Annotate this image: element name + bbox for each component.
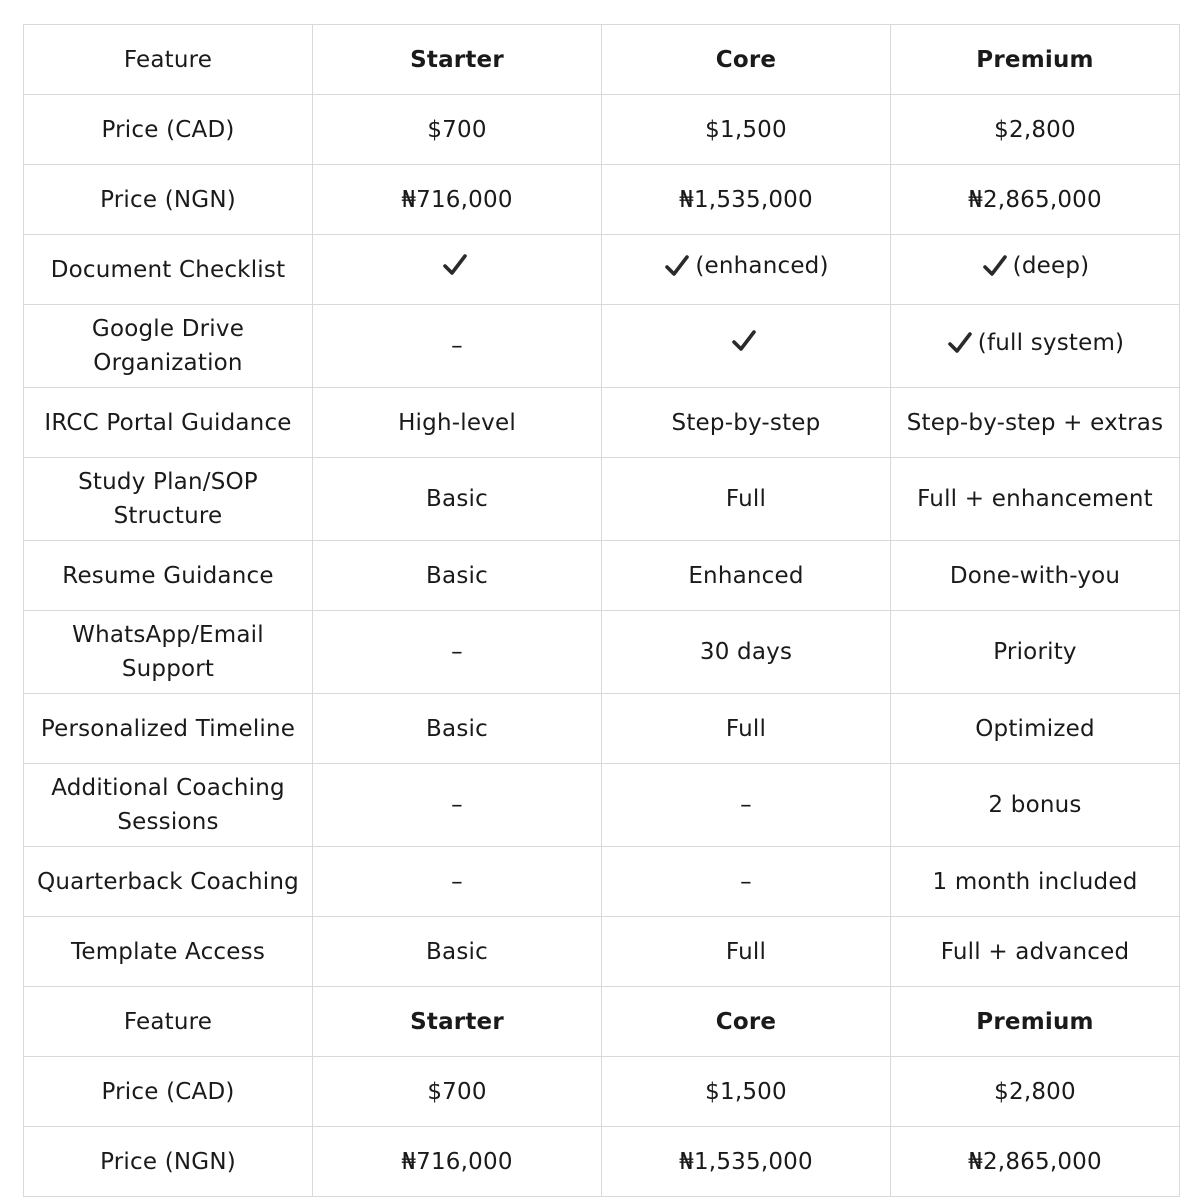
- cell-text: (deep): [1012, 253, 1090, 279]
- cell-starter: [313, 764, 602, 847]
- cell-text: Document Checklist: [50, 256, 286, 283]
- cell-premium: [891, 25, 1180, 95]
- cell-text: Step-by-step + extras: [906, 409, 1164, 436]
- cell-text: Basic: [426, 715, 488, 742]
- cell-text: $700: [427, 116, 487, 143]
- comparison-table-wrapper: [23, 24, 1180, 1197]
- cell-text: Additional Coaching Sessions: [51, 775, 285, 835]
- table-row: [24, 458, 1180, 541]
- cell-text: $1,500: [705, 1078, 787, 1105]
- cell-feature: [24, 458, 313, 541]
- table-header-row: [24, 25, 1180, 95]
- cell-text: High-level: [398, 409, 516, 436]
- table-row: [24, 694, 1180, 764]
- table-row: [24, 847, 1180, 917]
- cell-text: ₦716,000: [401, 1148, 513, 1175]
- cell-text: –: [451, 639, 463, 665]
- cell-premium: [891, 305, 1180, 388]
- cell-core: [602, 987, 891, 1057]
- cell-core: [602, 458, 891, 541]
- cell-text: 1 month included: [932, 868, 1138, 895]
- cell-text: –: [451, 333, 463, 359]
- cell-premium: [891, 611, 1180, 694]
- cell-core: [602, 917, 891, 987]
- cell-premium: [891, 987, 1180, 1057]
- cell-text: Done-with-you: [949, 562, 1121, 589]
- cell-text: ₦2,865,000: [968, 186, 1102, 213]
- cell-starter: [313, 235, 602, 305]
- cell-text: Starter: [410, 1008, 504, 1035]
- cell-feature: [24, 305, 313, 388]
- cell-premium: [891, 165, 1180, 235]
- cell-starter: [313, 917, 602, 987]
- cell-text: 30 days: [699, 639, 793, 665]
- cell-text: Priority: [993, 639, 1077, 665]
- cell-starter: [313, 611, 602, 694]
- table-row: [24, 1057, 1180, 1127]
- cell-feature: [24, 1057, 313, 1127]
- cell-starter: [313, 95, 602, 165]
- cell-starter: [313, 165, 602, 235]
- table-row: [24, 541, 1180, 611]
- cell-premium: [891, 1127, 1180, 1197]
- cell-text: Price (CAD): [101, 116, 235, 143]
- checkmark-icon: [946, 329, 974, 357]
- cell-text: ₦2,865,000: [968, 1148, 1102, 1175]
- cell-premium: [891, 458, 1180, 541]
- table-row: [24, 764, 1180, 847]
- cell-text: ₦716,000: [401, 186, 513, 213]
- cell-starter: [313, 541, 602, 611]
- cell-text: Core: [715, 1008, 777, 1035]
- cell-core: [602, 25, 891, 95]
- cell-premium: [891, 95, 1180, 165]
- check-with-label: [981, 249, 1090, 283]
- cell-text: Resume Guidance: [62, 562, 274, 589]
- cell-text: (full system): [977, 329, 1125, 356]
- cell-text: ₦1,535,000: [679, 1148, 813, 1175]
- cell-text: Price (CAD): [101, 1078, 235, 1105]
- cell-core: [602, 1057, 891, 1127]
- table-body: [24, 25, 1180, 1197]
- checkmark-icon: [730, 327, 758, 355]
- cell-text: Full: [725, 715, 767, 742]
- cell-core: [602, 694, 891, 764]
- cell-text: –: [740, 868, 752, 895]
- cell-core: [602, 388, 891, 458]
- cell-core: [602, 611, 891, 694]
- cell-feature: [24, 25, 313, 95]
- checkmark-icon: [981, 252, 1009, 280]
- cell-premium: [891, 235, 1180, 305]
- check-with-label: [663, 249, 828, 283]
- pricing-comparison-table: [23, 24, 1180, 1197]
- cell-feature: [24, 165, 313, 235]
- cell-feature: [24, 987, 313, 1057]
- table-header-row: [24, 987, 1180, 1057]
- table-row: [24, 388, 1180, 458]
- cell-core: [602, 165, 891, 235]
- cell-starter: [313, 25, 602, 95]
- cell-starter: [313, 1057, 602, 1127]
- cell-text: Price (NGN): [100, 186, 236, 213]
- cell-feature: [24, 611, 313, 694]
- cell-text: Google Drive Organization: [91, 316, 245, 376]
- cell-premium: [891, 694, 1180, 764]
- check-with-label: [730, 327, 762, 355]
- cell-text: –: [740, 792, 752, 818]
- cell-text: Full: [725, 486, 767, 512]
- table-row: [24, 165, 1180, 235]
- cell-text: Full + enhancement: [917, 486, 1153, 512]
- cell-starter: [313, 847, 602, 917]
- cell-text: $2,800: [994, 116, 1076, 143]
- cell-text: Core: [715, 46, 777, 73]
- cell-starter: [313, 987, 602, 1057]
- cell-core: [602, 305, 891, 388]
- cell-text: Optimized: [975, 715, 1095, 742]
- cell-feature: [24, 1127, 313, 1197]
- cell-feature: [24, 95, 313, 165]
- checkmark-icon: [441, 251, 469, 279]
- cell-text: (enhanced): [695, 253, 829, 279]
- cell-core: [602, 1127, 891, 1197]
- cell-feature: [24, 541, 313, 611]
- cell-text: Feature: [123, 46, 213, 73]
- cell-text: Starter: [410, 46, 504, 73]
- cell-core: [602, 764, 891, 847]
- cell-text: Premium: [976, 1008, 1094, 1035]
- cell-text: Basic: [426, 938, 488, 965]
- cell-core: [602, 235, 891, 305]
- cell-feature: [24, 917, 313, 987]
- cell-feature: [24, 235, 313, 305]
- cell-premium: [891, 541, 1180, 611]
- cell-premium: [891, 917, 1180, 987]
- cell-text: WhatsApp/Email Support: [72, 622, 264, 682]
- cell-text: IRCC Portal Guidance: [44, 409, 292, 436]
- cell-premium: [891, 388, 1180, 458]
- cell-text: Study Plan/SOP Structure: [78, 469, 258, 529]
- cell-starter: [313, 388, 602, 458]
- cell-text: Personalized Timeline: [40, 715, 296, 742]
- cell-text: Quarterback Coaching: [37, 868, 299, 895]
- checkmark-icon: [663, 252, 691, 280]
- cell-text: –: [451, 792, 463, 818]
- cell-text: ₦1,535,000: [679, 186, 813, 213]
- cell-text: $1,500: [705, 116, 787, 143]
- cell-premium: [891, 1057, 1180, 1127]
- table-row: [24, 95, 1180, 165]
- cell-text: Step-by-step: [671, 409, 821, 436]
- table-row: [24, 305, 1180, 388]
- cell-core: [602, 95, 891, 165]
- cell-text: Enhanced: [688, 562, 804, 589]
- cell-starter: [313, 305, 602, 388]
- cell-text: Full + advanced: [940, 938, 1130, 965]
- cell-text: Template Access: [71, 938, 265, 965]
- check-with-label: [946, 326, 1124, 360]
- table-row: [24, 1127, 1180, 1197]
- cell-text: $2,800: [994, 1078, 1076, 1105]
- cell-starter: [313, 1127, 602, 1197]
- cell-starter: [313, 458, 602, 541]
- cell-feature: [24, 694, 313, 764]
- cell-premium: [891, 847, 1180, 917]
- table-row: [24, 235, 1180, 305]
- cell-text: –: [451, 868, 463, 895]
- cell-text: Full: [725, 938, 767, 965]
- cell-text: Price (NGN): [100, 1148, 236, 1175]
- cell-core: [602, 847, 891, 917]
- cell-text: Basic: [426, 486, 488, 512]
- cell-feature: [24, 388, 313, 458]
- cell-feature: [24, 847, 313, 917]
- cell-starter: [313, 694, 602, 764]
- cell-text: $700: [427, 1078, 487, 1105]
- cell-text: Feature: [123, 1008, 213, 1035]
- cell-premium: [891, 764, 1180, 847]
- cell-text: Premium: [976, 46, 1094, 73]
- table-row: [24, 611, 1180, 694]
- cell-text: 2 bonus: [988, 792, 1082, 818]
- cell-text: Basic: [426, 562, 488, 589]
- cell-core: [602, 541, 891, 611]
- check-with-label: [441, 251, 473, 279]
- table-row: [24, 917, 1180, 987]
- cell-feature: [24, 764, 313, 847]
